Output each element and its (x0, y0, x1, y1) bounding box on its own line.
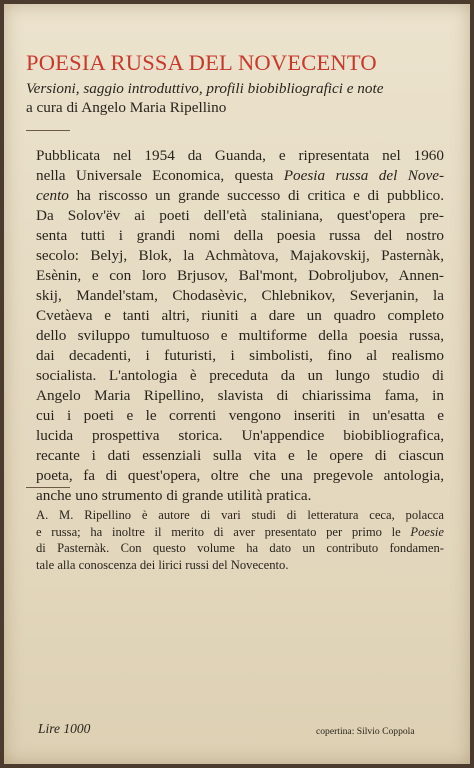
description-line (36, 306, 444, 326)
description-text: anche uno strumento di grande utilità pratica. (36, 487, 312, 504)
description-line (36, 206, 444, 226)
bio-italic-text: Poesie (410, 524, 444, 539)
description-line (36, 426, 444, 446)
description-line (36, 246, 444, 266)
description-text: cui i poeti e le correnti vengono inseriti in un'esatta e (36, 407, 444, 424)
description-line (36, 446, 444, 466)
bio-text: tale alla conoscenza dei lirici russi del Novecento. (36, 557, 289, 572)
book-description (36, 146, 444, 506)
description-text: socialista. L'antologia è preceduta da un lungo studio di (36, 367, 444, 384)
description-line (36, 406, 444, 426)
description-line (36, 146, 444, 166)
bio-line (36, 540, 444, 557)
description-text: senta tutti i grandi nomi della poesia russa del nostro (36, 227, 444, 244)
subtitle-editor: a cura di Angelo Maria Ripellino (26, 99, 227, 116)
top-divider (26, 130, 70, 131)
middle-divider (26, 487, 70, 488)
description-line (36, 186, 444, 206)
description-line (36, 466, 444, 486)
book-title: POESIA RUSSA DEL NOVECENTO (26, 50, 377, 75)
description-text: Pubblicata nel 1954 da Guanda, e ripresentata nel 1960 (36, 147, 444, 164)
description-text: recante i dati essenziali sulla vita e le opere di ciascun (36, 447, 444, 464)
description-text: skij, Mandel'stam, Chodasèvic, Chlebnikov, Severjanin, la (36, 287, 444, 304)
bio-text: di Pasternàk. Con questo volume ha dato un contributo fondamen- (36, 541, 444, 555)
description-text: lucida prospettiva storica. Un'appendice biobibliografica, (36, 427, 444, 444)
description-line (36, 166, 444, 186)
description-line (36, 386, 444, 406)
subtitle-italic: Versioni, saggio introduttivo, profili biobibliografici e note (26, 80, 384, 97)
description-line (36, 486, 444, 506)
description-line (36, 286, 444, 306)
description-line (36, 226, 444, 246)
author-bio (36, 507, 444, 573)
price-label: Lire 1000 (38, 721, 91, 736)
description-text: poeta, fa di quest'opera, oltre che una pregevole antologia, (36, 467, 444, 484)
cover-credit: copertina: Silvio Coppola (316, 726, 415, 737)
book-back-cover (4, 4, 470, 764)
bio-line (36, 557, 444, 574)
description-text: Esènin, e con loro Brjusov, Bal'mont, Dobroljubov, Annen- (36, 267, 444, 284)
description-italic-text: cento (36, 187, 69, 204)
description-line (36, 326, 444, 346)
description-text: ha riscosso un grande successo di critica e di pubblico. (68, 187, 444, 204)
description-line (36, 366, 444, 386)
book-subtitle (26, 79, 456, 117)
description-text: Cvetàeva e tanti altri, riuniti a dare un quadro completo (36, 307, 444, 324)
bio-text: e russa; ha inoltre il merito di aver presentato per primo le (36, 524, 411, 539)
description-text: nella Universale Economica, questa (36, 167, 284, 184)
description-text: dai decadenti, i futuristi, i simbolisti, fino al realismo (36, 347, 444, 364)
description-text: Da Solov'ëv ai poeti dell'età staliniana, quest'opera pre- (36, 207, 444, 224)
description-line (36, 346, 444, 366)
description-text: dello sviluppo tumultuoso e multiforme della poesia russa, (36, 327, 444, 344)
description-text: Angelo Maria Ripellino, slavista di chiarissima fama, in (36, 387, 444, 404)
bio-line (36, 507, 444, 524)
description-text: secolo: Belyj, Blok, la Achmàtova, Majakovskij, Pasternàk, (36, 247, 444, 264)
bio-text: A. M. Ripellino è autore di vari studi di letteratura ceca, polacca (36, 508, 444, 522)
bio-line (36, 524, 444, 541)
description-line (36, 266, 444, 286)
description-italic-text: Poesia russa del Nove- (283, 167, 444, 184)
